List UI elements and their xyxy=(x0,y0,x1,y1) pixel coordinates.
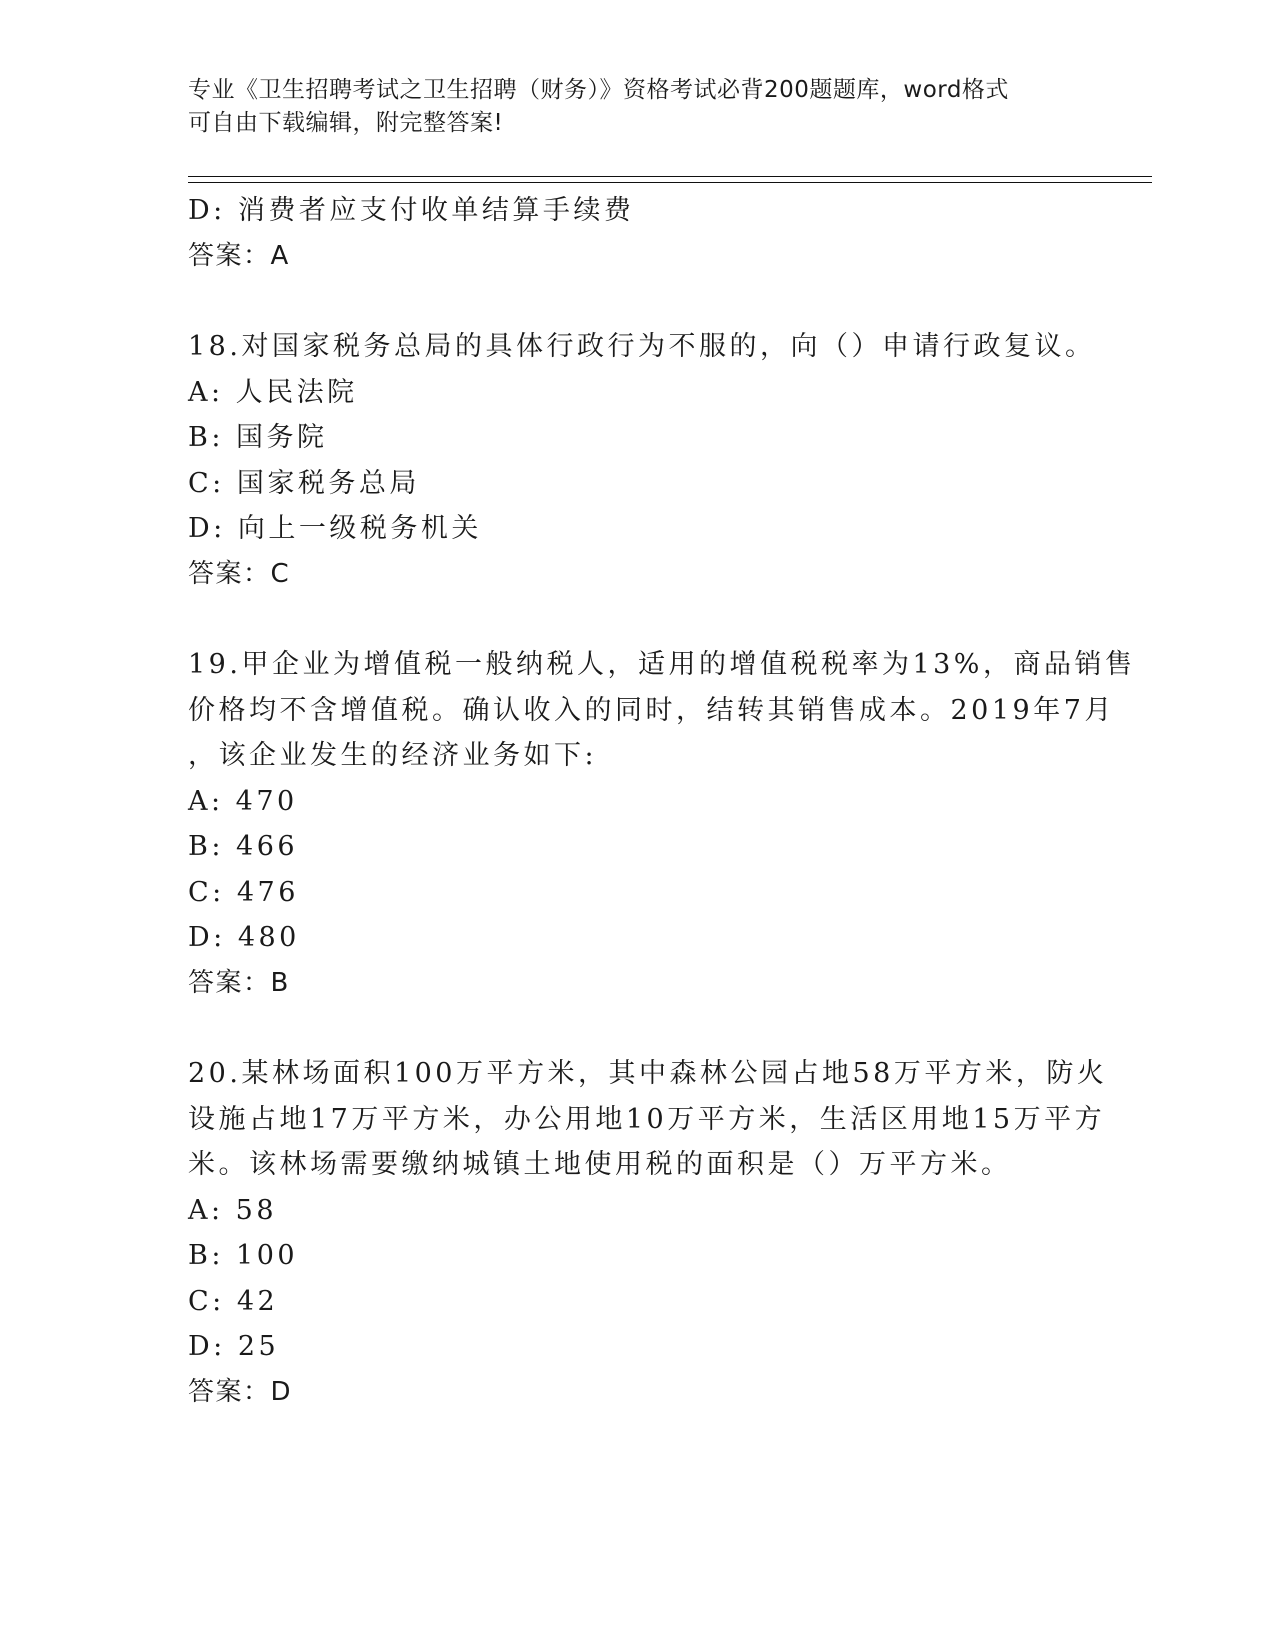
question-20 xyxy=(188,1051,1108,1415)
question-18 xyxy=(188,324,1096,597)
question-option-a: A: 人民法院 xyxy=(188,376,358,408)
header-rule-top xyxy=(188,176,1152,177)
question-option-d: D: 25 xyxy=(188,1331,280,1362)
prev-question-answer: 答案：A xyxy=(188,240,290,271)
question-stem-line: 20.某林场面积100万平方米，其中森林公园占地58万平方米，防火 xyxy=(188,1058,1108,1089)
question-option-b: B: 466 xyxy=(188,831,299,862)
question-stem-line: 19.甲企业为增值税一般纳税人，适用的增值税税率为13%，商品销售 xyxy=(188,649,1136,680)
header-line-2: 可自由下载编辑，附完整答案! xyxy=(188,110,504,136)
question-option-c: C: 476 xyxy=(188,876,299,908)
question-stem-line: 价格均不含增值税。确认收入的同时，结转其销售成本。2019年7月 xyxy=(188,694,1115,726)
question-option-b: B: 国务院 xyxy=(188,422,328,453)
question-option-c: C: 42 xyxy=(188,1285,279,1317)
question-answer: 答案：C xyxy=(188,558,291,589)
question-option-b: B: 100 xyxy=(188,1240,299,1271)
header-rule-bottom xyxy=(188,182,1152,183)
question-option-a: A: 58 xyxy=(188,1194,278,1226)
question-option-d: D: 向上一级税务机关 xyxy=(188,513,482,544)
question-option-d: D: 480 xyxy=(188,922,300,953)
question-option-a: A: 470 xyxy=(188,785,298,817)
document-body xyxy=(188,188,1136,1460)
question-answer: 答案：D xyxy=(188,1376,293,1407)
question-option-c: C: 国家税务总局 xyxy=(188,467,420,499)
question-stem-line: 米。该林场需要缴纳城镇土地使用税的面积是（）万平方米。 xyxy=(188,1149,1012,1180)
question-19 xyxy=(188,642,1136,1006)
header-line-1: 专业《卫生招聘考试之卫生招聘（财务）》资格考试必背200题题库，word格式 xyxy=(188,77,1009,103)
prev-question-option-d: D: 消费者应支付收单结算手续费 xyxy=(188,195,635,226)
question-answer: 答案：B xyxy=(188,967,290,998)
question-stem-line: ，该企业发生的经济业务如下: xyxy=(188,740,598,771)
question-stem-line: 18.对国家税务总局的具体行政行为不服的，向（）申请行政复议。 xyxy=(188,331,1096,362)
document-header xyxy=(188,74,1068,140)
question-stem-line: 设施占地17万平方米，办公用地10万平方米，生活区用地15万平方 xyxy=(188,1103,1106,1135)
